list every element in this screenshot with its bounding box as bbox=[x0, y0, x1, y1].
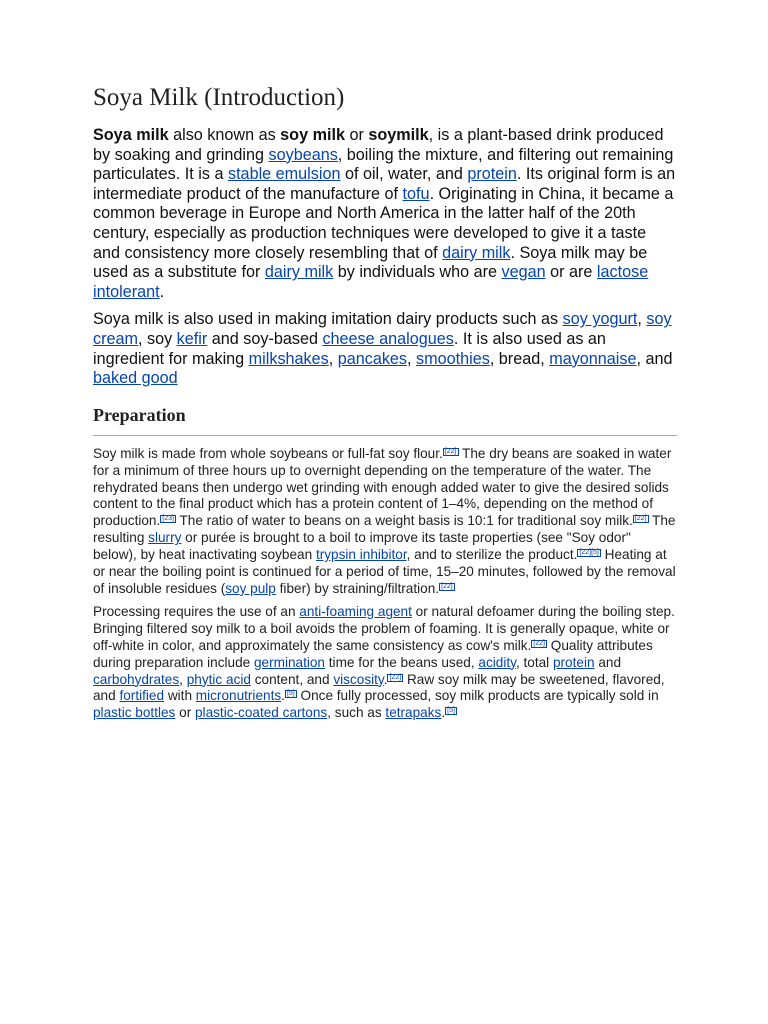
intro-paragraph-1 bbox=[93, 126, 677, 302]
text-run: . It is also used as an ingredient for making bbox=[93, 329, 606, 368]
citation-ref[interactable]: [5] bbox=[286, 690, 295, 698]
text-run: . Soya milk may be used as a substitute for bbox=[93, 243, 648, 282]
link-soy-yogurt[interactable]: soy yogurt bbox=[562, 310, 638, 329]
link-tetrapaks[interactable]: tetrapaks bbox=[385, 705, 442, 721]
text-run: , bbox=[328, 349, 338, 368]
link-viscosity[interactable]: viscosity bbox=[333, 671, 384, 687]
citation-ref[interactable]: [22] bbox=[389, 673, 402, 681]
text-run: and bbox=[594, 654, 622, 670]
text-run: or natural defoamer during the boiling step. Bringing filtered soy milk to a boil avoids the problem of foaming. It is generally opaque, white or off-white in color, and approximately the same consistency as cow's milk. bbox=[93, 603, 675, 653]
text-run: , and to sterilize the product. bbox=[406, 547, 578, 563]
link-anti-foaming-agent[interactable]: anti-foaming agent bbox=[299, 603, 412, 619]
citation-ref[interactable]: [22][5] bbox=[579, 549, 599, 557]
citation-ref[interactable]: [22] bbox=[533, 639, 545, 647]
link-soy-cream[interactable]: soy cream bbox=[93, 310, 672, 348]
text-run: also known as bbox=[168, 126, 281, 144]
link-tofu[interactable]: tofu bbox=[402, 184, 430, 203]
link-soy-pulp[interactable]: soy pulp bbox=[225, 580, 276, 596]
text-run: , is a plant-based drink produced by soaking and grinding bbox=[93, 126, 664, 164]
link-cheese-analogues[interactable]: cheese analogues bbox=[322, 329, 454, 348]
text-run: . bbox=[441, 705, 446, 721]
intro-paragraph-2 bbox=[93, 310, 677, 388]
text-run: , bbox=[637, 310, 647, 329]
citation-ref[interactable]: [22] bbox=[444, 447, 457, 455]
link-plastic-coated-cartons[interactable]: plastic-coated cartons bbox=[195, 705, 328, 721]
text-run: . Its original form is an intermediate product of the manufacture of bbox=[93, 165, 676, 203]
text-run: time for the beans used, bbox=[325, 654, 479, 670]
text-run: , bread, bbox=[489, 349, 550, 368]
link-dairy-milk[interactable]: dairy milk bbox=[264, 263, 334, 282]
page-title: Soya Milk (Introduction) bbox=[93, 84, 345, 111]
preparation-paragraph-1 bbox=[93, 446, 677, 598]
bold-term: soy milk bbox=[280, 126, 345, 144]
link-vegan[interactable]: vegan bbox=[501, 263, 546, 282]
link-fortified[interactable]: fortified bbox=[119, 688, 165, 704]
text-run: and soy-based bbox=[207, 329, 323, 348]
text-run: The dry beans are soaked in water for a minimum of three hours up to overnight depending on the temperature of the water. The rehydrated beans then undergo wet grinding with enough added water to give the desired solids content to the final product which has a protein content of 1–4%, depending on the method of production. bbox=[93, 445, 672, 529]
link-trypsin-inhibitor[interactable]: trypsin inhibitor bbox=[315, 547, 407, 563]
link-mayonnaise[interactable]: mayonnaise bbox=[549, 349, 637, 368]
text-run: The resulting bbox=[93, 513, 676, 546]
article bbox=[93, 82, 677, 722]
link-micronutrients[interactable]: micronutrients bbox=[195, 688, 282, 704]
text-run: , boiling the mixture, and filtering out remaining particulates. It is a bbox=[93, 145, 674, 184]
text-run: fiber) by straining/filtration. bbox=[275, 580, 440, 596]
link-stable-emulsion[interactable]: stable emulsion bbox=[227, 165, 341, 184]
link-slurry[interactable]: slurry bbox=[148, 530, 182, 546]
citation-ref[interactable]: [23] bbox=[162, 515, 174, 523]
link-phytic-acid[interactable]: phytic acid bbox=[186, 671, 251, 687]
preparation-paragraph-2 bbox=[93, 604, 677, 722]
link-plastic-bottles[interactable]: plastic bottles bbox=[93, 705, 176, 721]
text-run: Heating at or near the boiling point is continued for a period of time, 15–20 minutes, followed by the removal of insoluble residues ( bbox=[93, 547, 676, 596]
text-run: . bbox=[159, 282, 165, 301]
link-kefir[interactable]: kefir bbox=[176, 329, 208, 348]
link-germination[interactable]: germination bbox=[253, 654, 325, 670]
text-run: . bbox=[281, 688, 285, 704]
text-run: Once fully processed, soy milk products are typically sold in bbox=[296, 688, 659, 704]
text-run: , bbox=[179, 671, 187, 687]
text-run: Processing requires the use of an bbox=[93, 603, 300, 619]
text-run: or purée is brought to a boil to improve its taste properties (see "Soy odor" below), by heat inactivating soybean bbox=[93, 530, 631, 563]
text-run: , total bbox=[515, 654, 553, 670]
text-run: Soya milk is also used in making imitation dairy products such as bbox=[93, 310, 563, 329]
link-dairy-milk[interactable]: dairy milk bbox=[442, 243, 511, 262]
link-acidity[interactable]: acidity bbox=[478, 654, 516, 670]
bold-term: Soya milk bbox=[93, 126, 169, 144]
text-run: , bbox=[407, 349, 417, 368]
text-run: . bbox=[383, 671, 388, 687]
text-run: , soy bbox=[137, 329, 177, 348]
section-heading-preparation: Preparation bbox=[93, 403, 677, 436]
citation-ref[interactable]: [22] bbox=[441, 582, 453, 590]
citation-ref[interactable]: [22] bbox=[634, 515, 647, 523]
text-run: with bbox=[164, 688, 196, 704]
link-smoothies[interactable]: smoothies bbox=[416, 349, 490, 368]
text-run: content, and bbox=[250, 671, 334, 687]
text-run: or are bbox=[545, 263, 597, 282]
text-run: of oil, water, and bbox=[340, 165, 468, 184]
text-run: or bbox=[344, 126, 369, 144]
link-protein[interactable]: protein bbox=[467, 165, 517, 184]
text-run: , and bbox=[636, 349, 673, 368]
bold-term: soymilk bbox=[368, 126, 429, 144]
text-run: or bbox=[175, 705, 195, 721]
text-run: , such as bbox=[327, 705, 386, 721]
text-run: The ratio of water to beans on a weight basis is 10:1 for traditional soy milk. bbox=[175, 513, 633, 529]
text-run: Raw soy milk may be sweetened, flavored, and bbox=[93, 671, 665, 704]
link-pancakes[interactable]: pancakes bbox=[337, 349, 408, 368]
text-run: Soy milk is made from whole soybeans or full-fat soy flour. bbox=[93, 445, 443, 461]
link-baked-good[interactable]: baked good bbox=[93, 369, 178, 388]
link-carbohydrates[interactable]: carbohydrates bbox=[93, 671, 180, 687]
link-milkshakes[interactable]: milkshakes bbox=[248, 349, 329, 368]
citation-ref[interactable]: [5] bbox=[447, 707, 455, 715]
link-soybeans[interactable]: soybeans bbox=[268, 145, 338, 164]
link-lactose-intolerant[interactable]: lactose intolerant bbox=[93, 263, 649, 301]
link-protein[interactable]: protein bbox=[552, 654, 595, 670]
text-run: by individuals who are bbox=[333, 263, 502, 282]
text-run: . Originating in China, it became a common beverage in Europe and North America in the latter half of the 20th century, especially as production techniques were developed to give it a taste and consistency more closely resembling that of bbox=[93, 184, 674, 262]
text-run: Quality attributes during preparation include bbox=[93, 637, 653, 670]
